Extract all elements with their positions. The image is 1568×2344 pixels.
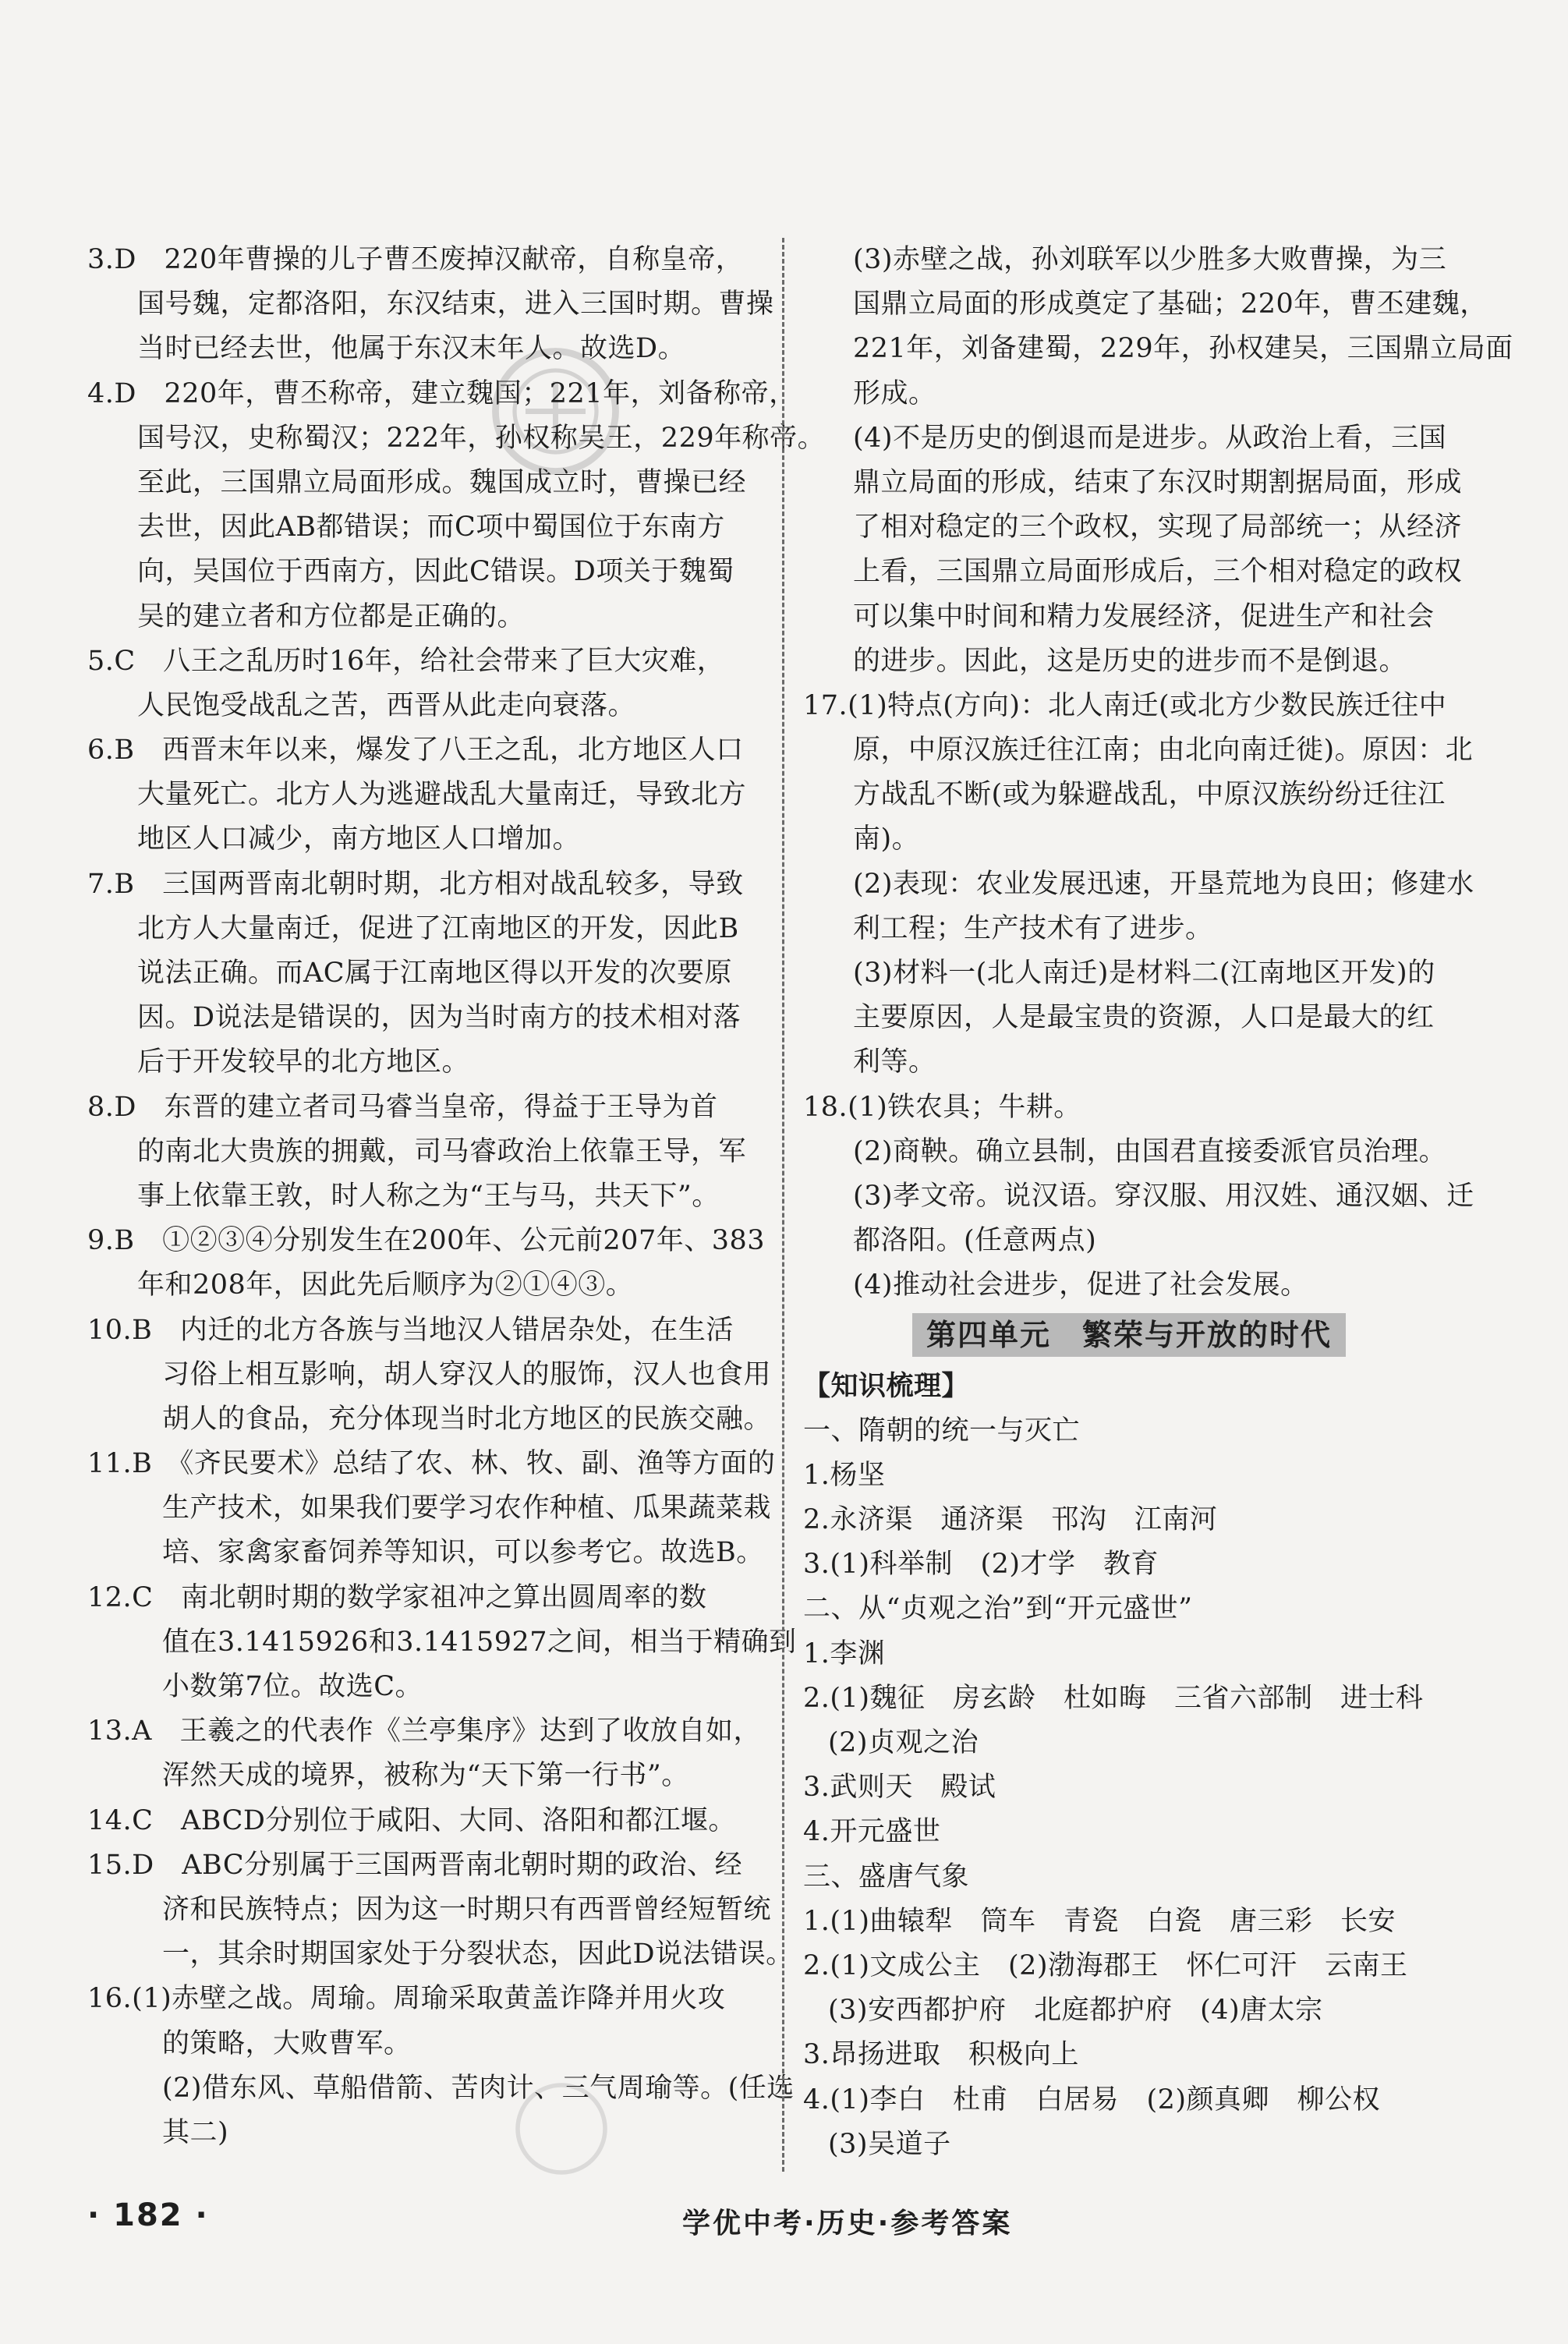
text-line: 4.D 220年，曹丕称帝，建立魏国；221年，刘备称帝，	[87, 377, 797, 409]
text-line: 10.B 内迁的北方各族与当地汉人错居杂处，在生活	[87, 1314, 734, 1346]
unit-heading: 第四单元 繁荣与开放的时代	[912, 1313, 1346, 1357]
text-line: 8.D 东晋的建立者司马睿当皇帝，得益于王导为首	[87, 1091, 718, 1123]
text-line: 说法正确。而AC属于江南地区得以开发的次要原	[137, 958, 733, 989]
text-line: 2.(1)魏征 房玄龄 杜如晦 三省六部制 进士科	[803, 1682, 1424, 1714]
text-line: 事上依靠王敦，时人称之为“王与马，共天下”。	[137, 1180, 720, 1212]
text-line: 9.B ①②③④分别发生在200年、公元前207年、383	[87, 1225, 766, 1257]
text-line: 2.永济渠 通济渠 邗沟 江南河	[803, 1504, 1218, 1536]
text-line: 地区人口减少，南方地区人口增加。	[137, 823, 581, 855]
text-line: 向，吴国位于西南方，因此C错误。D项关于魏蜀	[137, 556, 734, 588]
book-title: 学优中考·历史·参考答案	[682, 2208, 1013, 2240]
right-column-answers	[803, 238, 1513, 1308]
text-line: 利等。	[853, 1046, 936, 1078]
column-divider	[782, 238, 784, 2172]
text-line: 主要原因，人是最宝贵的资源，人口是最大的红	[853, 1002, 1435, 1034]
text-line: 的南北大贵族的拥戴，司马睿政治上依靠王导，军	[137, 1135, 747, 1167]
text-line: 国号魏，定都洛阳，东汉结束，进入三国时期。曹操	[137, 289, 774, 320]
text-line: 鼎立局面的形成，结束了东汉时期割据局面，形成	[853, 466, 1463, 498]
text-line: 16.(1)赤壁之战。周瑜。周瑜采取黄盖诈降并用火攻	[87, 1983, 726, 2015]
text-line: 后于开发较早的北方地区。	[137, 1046, 470, 1078]
text-line: 18.(1)铁农具；牛耕。	[803, 1091, 1081, 1123]
text-line: 3.(1)科举制 (2)才学 教育	[803, 1549, 1159, 1581]
text-line: (3)安西都护府 北庭都护府 (4)唐太宗	[828, 1995, 1323, 2027]
text-line: 7.B 三国两晋南北朝时期，北方相对战乱较多，导致	[87, 868, 744, 900]
text-line: (3)赤壁之战，孙刘联军以少胜多大败曹操，为三	[853, 244, 1447, 275]
text-line: 去世，因此AB都错误；而C项中蜀国位于东南方	[137, 512, 725, 544]
text-line: 大量死亡。北方人为逃避战乱大量南迁，导致北方	[137, 779, 747, 811]
text-line: (4)不是历史的倒退而是进步。从政治上看，三国	[853, 422, 1447, 454]
knowledge-outline	[803, 1365, 1489, 2167]
text-line: 11.B 《齐民要术》总结了农、林、牧、副、渔等方面的	[87, 1448, 776, 1480]
text-line: 三、盛唐气象	[803, 1861, 970, 1893]
text-line: 的进步。因此，这是历史的进步而不是倒退。	[853, 645, 1407, 677]
text-line: 年和208年，因此先后顺序为②①④③。	[137, 1269, 634, 1301]
text-line: 值在3.1415926和3.1415927之间，相当于精确到	[162, 1626, 797, 1658]
text-line: 国号汉，史称蜀汉；222年，孙权称吴王，229年称帝。	[137, 422, 826, 454]
text-line: 12.C 南北朝时期的数学家祖冲之算出圆周率的数	[87, 1581, 707, 1613]
text-line: 2.(1)文成公主 (2)渤海郡王 怀仁可汗 云南王	[803, 1949, 1408, 1981]
text-line: (3)吴道子	[828, 2128, 951, 2160]
text-line: 北方人大量南迁，促进了江南地区的开发，因此B	[137, 912, 739, 944]
text-line: 6.B 西晋末年以来，爆发了八王之乱，北方地区人口	[87, 735, 744, 767]
page-number: · 182 ·	[87, 2197, 209, 2233]
text-line: 培、家禽家畜饲养等知识，可以参考它。故选B。	[162, 1537, 764, 1569]
text-line: 14.C ABCD分别位于咸阳、大同、洛阳和都江堰。	[87, 1804, 736, 1836]
text-line: 国鼎立局面的形成奠定了基础；220年，曹丕建魏，	[853, 289, 1488, 320]
text-line: 生产技术，如果我们要学习农作种植、瓜果蔬菜栽	[162, 1492, 772, 1524]
text-line: 221年，刘备建蜀，229年，孙权建吴，三国鼎立局面	[853, 333, 1513, 365]
left-column	[87, 238, 826, 2155]
text-line: 的策略，大败曹军。	[162, 2027, 412, 2059]
text-line: 一、隋朝的统一与灭亡	[803, 1415, 1081, 1446]
text-line: 形成。	[853, 377, 936, 409]
text-line: 1.(1)曲辕犁 筒车 青瓷 白瓷 唐三彩 长安	[803, 1905, 1396, 1937]
faded-watermark-icon	[507, 2074, 616, 2183]
text-line: (3)材料一(北人南迁)是材料二(江南地区开发)的	[853, 958, 1435, 989]
text-line: 3.昂扬进取 积极向上	[803, 2039, 1079, 2071]
text-line: (2)借东风、草船借箭、苦肉计、三气周瑜等。(任选	[162, 2072, 795, 2104]
text-line: (3)孝文帝。说汉语。穿汉服、用汉姓、通汉姻、迁	[853, 1180, 1474, 1212]
text-line: 济和民族特点；因为这一时期只有西晋曾经短暂统	[162, 1893, 772, 1925]
text-line: 南)。	[853, 823, 920, 855]
text-line: (4)推动社会进步，促进了社会发展。	[853, 1269, 1308, 1301]
text-line: (2)贞观之治	[828, 1727, 979, 1758]
text-line: 15.D ABC分别属于三国两晋南北朝时期的政治、经	[87, 1849, 743, 1881]
text-line: 3.武则天 殿试	[803, 1772, 996, 1804]
text-line: 胡人的食品，充分体现当时北方地区的民族交融。	[162, 1403, 772, 1435]
text-line: 一，其余时期国家处于分裂状态，因此D说法错误。	[162, 1939, 794, 1970]
text-line: 13.A 王羲之的代表作《兰亭集序》达到了收放自如，	[87, 1716, 761, 1747]
text-line: 4.开元盛世	[803, 1816, 941, 1848]
text-line: (2)商鞅。确立县制，由国君直接委派官员治理。	[853, 1135, 1447, 1167]
text-line: 可以集中时间和精力发展经济，促进生产和社会	[853, 600, 1435, 632]
text-line: 吴的建立者和方位都是正确的。	[137, 600, 526, 632]
text-line: 了相对稳定的三个政权，实现了局部统一；从经济	[853, 512, 1463, 544]
text-line: 上看，三国鼎立局面形成后，三个相对稳定的政权	[853, 556, 1463, 588]
text-line: 方战乱不断(或为躲避战乱，中原汉族纷纷迁往江	[853, 779, 1446, 811]
text-line: 原，中原汉族迁往江南；由北向南迁徙)。原因：北	[853, 735, 1474, 767]
text-line: 1.李渊	[803, 1638, 886, 1669]
text-line: 【知识梳理】	[803, 1370, 970, 1402]
text-line: 5.C 八王之乱历时16年，给社会带来了巨大灾难，	[87, 645, 725, 677]
text-line: 利工程；生产技术有了进步。	[853, 912, 1213, 944]
text-line: 17.(1)特点(方向)：北人南迁(或北方少数民族迁往中	[803, 689, 1447, 721]
text-line: 至此，三国鼎立局面形成。魏国成立时，曹操已经	[137, 466, 747, 498]
text-line: 都洛阳。(任意两点)	[853, 1225, 1097, 1257]
text-line: (2)表现：农业发展迅速，开垦荒地为良田；修建水	[853, 868, 1474, 900]
text-line: 4.(1)李白 杜甫 白居易 (2)颜真卿 柳公权	[803, 2084, 1381, 2116]
text-line: 习俗上相互影响，胡人穿汉人的服饰，汉人也食用	[162, 1358, 772, 1390]
text-line: 浑然天成的境界，被称为“天下第一行书”。	[162, 1760, 689, 1792]
text-line: 3.D 220年曹操的儿子曹丕废掉汉献帝，自称皇帝，	[87, 244, 744, 275]
text-line: 小数第7位。故选C。	[162, 1671, 423, 1702]
text-line: 其二)	[162, 2116, 229, 2148]
text-line: 1.杨坚	[803, 1459, 886, 1491]
text-line: 人民饱受战乱之苦，西晋从此走向衰落。	[137, 689, 636, 721]
text-line: 因。D说法是错误的，因为当时南方的技术相对落	[137, 1002, 742, 1034]
text-line: 当时已经去世，他属于东汉末年人。故选D。	[137, 333, 686, 365]
right-column	[803, 238, 1513, 2167]
text-line: 二、从“贞观之治”到“开元盛世”	[803, 1593, 1193, 1625]
